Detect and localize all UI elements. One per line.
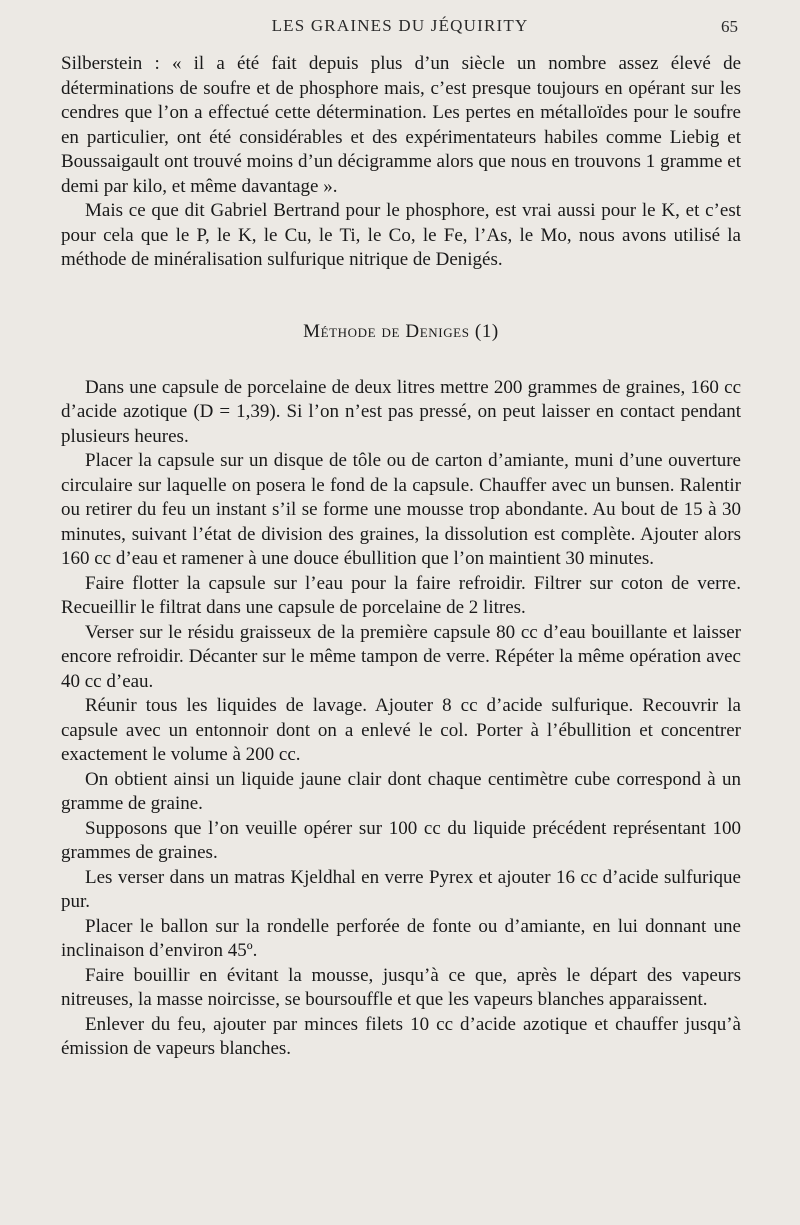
paragraph-quote-silberstein: Silberstein : « il a été fait depuis plus d’un siècle un nombre assez élevé de déterminations de soufre et de phosphore mais, c’est presque toujours en opérant sur les cendres que l’on a effectué cette détermination. Les pertes en métalloïdes pour le soufre en particulier, ont été considérables et des expérimentateurs habiles comme Liebig et Boussaigault ont trouvé moins d’un décigramme alors que nous en trouvons 1 gramme et demi par kilo, et même davantage ».	[61, 53, 741, 197]
paragraph-bertrand: Mais ce que dit Gabriel Bertrand pour le phosphore, est vrai aussi pour le K, et c’est pour cela que le P, le K, le Cu, le Ti, le Co, le Fe, l’As, le Mo, nous avons utilisé la méthode de minéralisation sulfurique nitrique de Denigés.	[61, 200, 741, 270]
paragraph-step-6: On obtient ainsi un liquide jaune clair dont chaque centimètre cube correspond à un gramme de graine.	[61, 768, 741, 814]
paragraph-step-8: Les verser dans un matras Kjeldhal en verre Pyrex et ajouter 16 cc d’acide sulfurique pur.	[61, 866, 741, 912]
paragraph-step-3: Faire flotter la capsule sur l’eau pour la faire refroidir. Filtrer sur coton de verre. Recueillir le filtrat dans une capsule de porcelaine de 2 litres.	[61, 572, 741, 618]
section-heading: Méthode de Deniges (1)	[303, 320, 499, 342]
paragraph-step-1: Dans une capsule de porcelaine de deux litres mettre 200 grammes de graines, 160 cc d’acide azotique (D = 1,39). Si l’on n’est pas pressé, on peut laisser en contact pendant plusieurs heures.	[61, 376, 741, 447]
paragraph-step-7: Supposons que l’on veuille opérer sur 100 cc du liquide précédent représentant 100 grammes de graines.	[61, 817, 741, 863]
paragraph-step-2: Placer la capsule sur un disque de tôle ou de carton d’amiante, muni d’une ouverture circulaire sur laquelle on posera le fond de la capsule. Chauffer avec un bunsen. Ralentir ou retirer du feu un instant s’il se forme une mousse trop abondante. Au bout de 15 à 30 minutes, suivant l’état de division des graines, la dissolution est complète. Ajouter alors 160 cc d’eau et ramener à une douce ébullition que l’on maintient 30 minutes.	[61, 450, 741, 569]
paragraph-step-5: Réunir tous les liquides de lavage. Ajouter 8 cc d’acide sulfurique. Recouvrir la capsule avec un entonnoir dont on a enlevé le col. Porter à l’ébullition et concentrer exactement le volume à 200 cc.	[61, 695, 741, 765]
page-header	[0, 12, 800, 42]
paragraph-step-11: Enlever du feu, ajouter par minces filets 10 cc d’acide azotique et chauffer jusqu’à émission de vapeurs blanches.	[61, 1013, 741, 1059]
running-title: LES GRAINES DU JÉQUIRITY	[271, 16, 529, 35]
page-number: 65	[721, 17, 738, 36]
paragraph-step-4: Verser sur le résidu graisseux de la première capsule 80 cc d’eau bouillante et laisser encore refroidir. Décanter sur le même tampon de verre. Répéter la même opération avec 40 cc d’eau.	[61, 621, 741, 692]
paragraph-step-9: Placer le ballon sur la rondelle perforée de fonte ou d’amiante, en lui donnant une inclinaison d’environ 45º.	[61, 915, 741, 961]
page-body	[61, 52, 741, 1062]
paragraph-step-10: Faire bouillir en évitant la mousse, jusqu’à ce que, après le départ des vapeurs nitreuses, la masse noircisse, se boursouffle et que les vapeurs blanches apparaissent.	[61, 964, 741, 1010]
